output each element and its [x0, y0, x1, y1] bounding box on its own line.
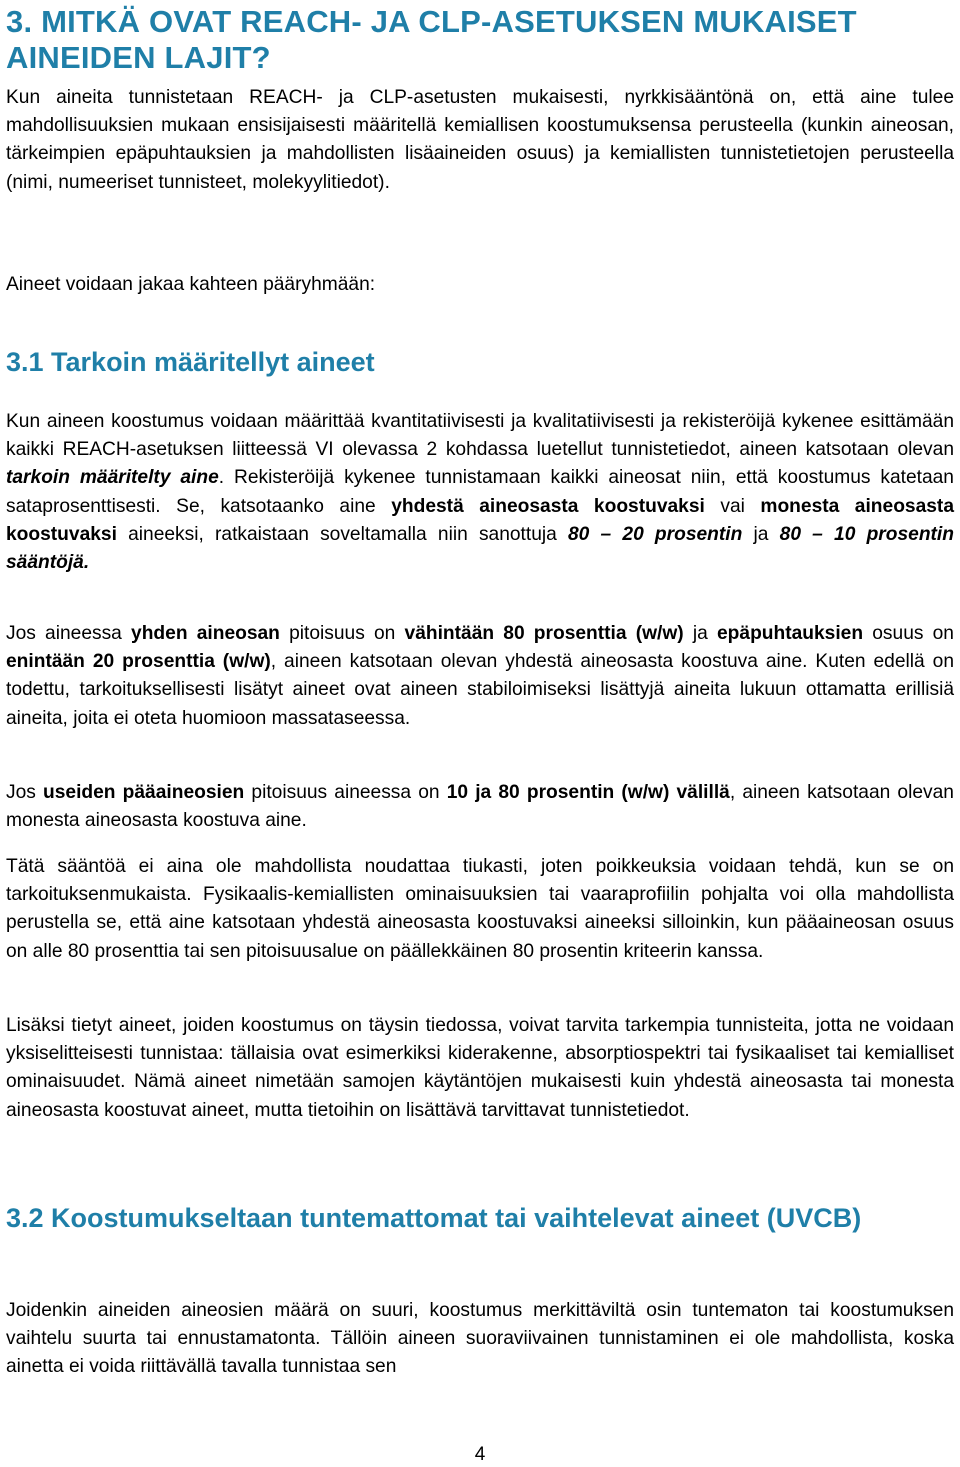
text-run: ja [683, 623, 717, 644]
text-run: , aineen katsotaan olevan yhdestä aineosasta koostuva aine. Kuten edellä on todettu, tarkoituksellisesti lisätyt aineet ovat aineen stabiloimiseksi lisättyjä aineita lukuun ottamatta erillisiä aineita, joita ei oteta huomioon massataseessa. [6, 651, 954, 729]
emphasis-term: monesta aineosasta koostuvaksi [6, 495, 954, 545]
emphasis-term: vähintään 80 prosenttia (w/w) [404, 623, 684, 644]
text-run: Jos [6, 782, 44, 803]
emphasis-term: useiden pääaineosien [43, 782, 245, 803]
text-run: pitoisuus aineessa on [244, 782, 447, 803]
section-3-1-paragraph-3 [6, 779, 954, 835]
text-run: osuus on [863, 623, 954, 644]
text-run: ja [742, 523, 780, 545]
text-run: Kun aineen koostumus voidaan määrittää kvantitatiivisesti ja kvalitatiivisesti ja rekisteröijä kykenee esittämään kaikki REACH-asetuksen liitteessä VI olevassa 2 kohdassa luetellut tunnistetiedot, aineen katsotaan olevan [6, 411, 954, 461]
text-run: Jos aineessa [6, 623, 132, 644]
section-3-2-paragraph-1: Joidenkin aineiden aineosien määrä on suuri, koostumus merkittäviltä osin tuntematon tai koostumuksen vaihtelu suurta tai ennustamatonta. Tällöin aineen suoraviivainen tunnistaminen ei ole mahdollista, koska ainetta ei voida riittävällä tavalla tunnistaa sen [6, 1300, 954, 1378]
section-heading-3-1: 3.1 Tarkoin määritellyt aineet [6, 347, 375, 377]
section-heading-3-2: 3.2 Koostumukseltaan tuntemattomat tai vaihtelevat aineet (UVCB) [6, 1203, 862, 1233]
text-run: pitoisuus on [279, 623, 405, 644]
emphasis-term: enintään 20 prosenttia (w/w) [6, 651, 271, 673]
section-3-1-paragraph-4: Tätä sääntöä ei aina ole mahdollista noudattaa tiukasti, joten poikkeuksia voidaan tehdä, kun se on tarkoituksenmukaista. Fysikaalis-kemiallisten ominaisuuksien tai vaaraprofiilin pohjalta voi olla mahdollista perustella se, että aine katsotaan yhdestä aineosasta koostuvaksi aineeksi silloinkin, kun pääaineosan osuus on alle 80 prosenttia tai sen pitoisuusalue on päällekkäinen 80 prosentin kriteerin kanssa. [6, 856, 954, 962]
text-run: . Rekisteröijä kykenee tunnistamaan kaikki aineosat niin, että koostumus katetaan sataprosenttisesti. Se, katsotaanko aine [6, 467, 954, 517]
emphasis-term: 80 – 20 prosentin [568, 523, 743, 545]
text-run: , aineen katsotaan olevan monesta aineosasta koostuva aine. [6, 782, 954, 832]
intro-paragraph: Kun aineita tunnistetaan REACH- ja CLP-asetusten mukaisesti, nyrkkisääntönä on, että aine tulee mahdollisuuksien mukaan ensisijaisesti määritellä kemiallisen koostumuksensa perusteella (kunkin aineosan, tärkeimpien epäpuhtauksien ja mahdollisten lisäaineiden osuus) ja kemiallisten tunnistetietojen perusteella (nimi, numeeriset tunnisteet, molekyylitiedot). [6, 87, 954, 193]
page-title: 3. MITKÄ OVAT REACH- JA CLP-ASETUKSEN MUKAISET AINEIDEN LAJIT? [6, 4, 857, 75]
emphasis-term: yhdestä aineosasta koostuvaksi [391, 495, 705, 517]
emphasis-term: yhden aineosan [131, 623, 280, 644]
text-run: aineeksi, ratkaistaan soveltamalla niin sanottuja [116, 523, 569, 545]
emphasis-term: 10 ja 80 prosentin (w/w) välillä [446, 782, 730, 803]
page-number: 4 [474, 1444, 486, 1465]
section-3-1-paragraph-5: Lisäksi tietyt aineet, joiden koostumus on täysin tiedossa, voivat tarvita tarkempia tunnisteita, jotta ne voidaan yksiselitteisesti tunnistaa: tällaisia ovat esimerkiksi kiderakenne, absorptiospektri tai fysikaaliset tai kemialliset ominaisuudet. Nämä aineet nimetään samojen käytäntöjen mukaisesti kuin yhdestä aineosasta tai monesta aineosasta koostuvat aineet, mutta tietoihin on lisättävä tarvittavat tunnistetiedot. [6, 1015, 954, 1121]
emphasis-term: 80 – 10 prosentin sääntöjä. [6, 523, 954, 574]
intro-paragraph-2: Aineet voidaan jakaa kahteen pääryhmään: [6, 274, 376, 295]
emphasis-term: epäpuhtauksien [717, 623, 864, 644]
emphasis-term: tarkoin määritelty aine [6, 467, 219, 489]
section-3-1-paragraph-2 [6, 620, 954, 733]
section-3-1-paragraph-1 [6, 408, 954, 577]
text-run: vai [704, 495, 761, 517]
